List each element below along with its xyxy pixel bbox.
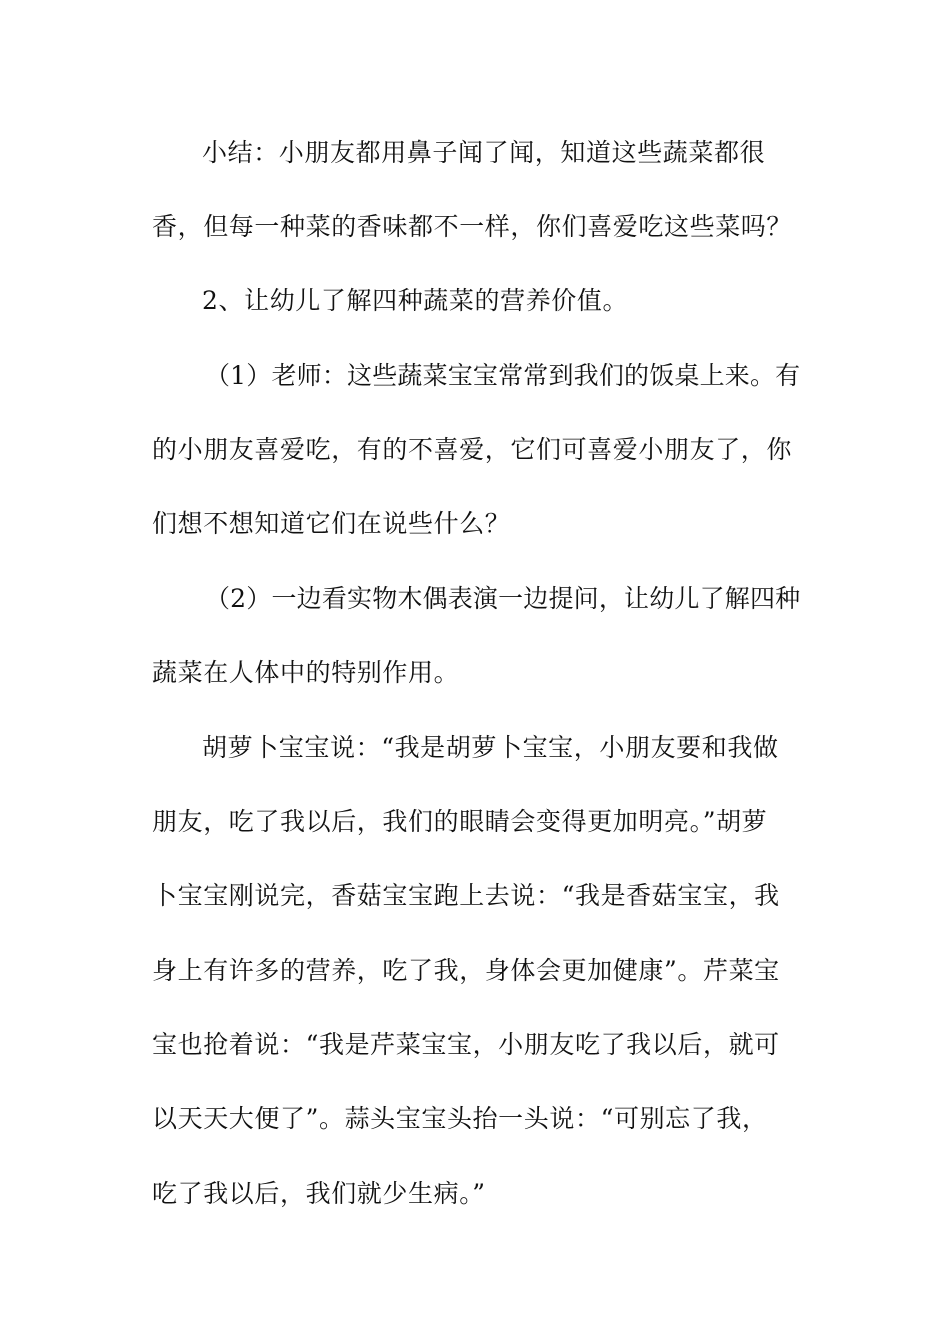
text-line: 小结：小朋友都用鼻子闻了闻，知道这些蔬菜都很 xyxy=(202,138,766,167)
text-line: （1）老师：这些蔬菜宝宝常常到我们的饭桌上来。有 xyxy=(205,361,801,390)
text-line: 吃了我以后，我们就少生病。” xyxy=(152,1179,486,1208)
text-line: 身上有许多的营养，吃了我，身体会更加健康”。芹菜宝 xyxy=(152,956,780,985)
text-line: 以天天大便了”。蒜头宝宝头抬一头说：“可别忘了我， xyxy=(152,1104,768,1133)
text-line: 宝也抢着说：“我是芹菜宝宝，小朋友吃了我以后，就可 xyxy=(152,1030,780,1059)
text-line: 2、让幼儿了解四种蔬菜的营养价值。 xyxy=(202,286,629,315)
text-line: 们想不想知道它们在说些什么？ xyxy=(152,509,511,538)
text-line: 朋友，吃了我以后，我们的眼睛会变得更加明亮。”胡萝 xyxy=(152,807,768,836)
text-line: （2）一边看实物木偶表演一边提问，让幼儿了解四种 xyxy=(205,584,801,613)
text-line: 的小朋友喜爱吃，有的不喜爱，它们可喜爱小朋友了，你 xyxy=(152,435,793,464)
text-line: 卜宝宝刚说完，香菇宝宝跑上去说：“我是香菇宝宝，我 xyxy=(152,881,780,910)
text-line: 蔬菜在人体中的特别作用。 xyxy=(152,658,460,687)
text-line: 香，但每一种菜的香味都不一样，你们喜爱吃这些菜吗？ xyxy=(152,212,793,241)
text-line: 胡萝卜宝宝说：“我是胡萝卜宝宝，小朋友要和我做 xyxy=(202,733,779,762)
